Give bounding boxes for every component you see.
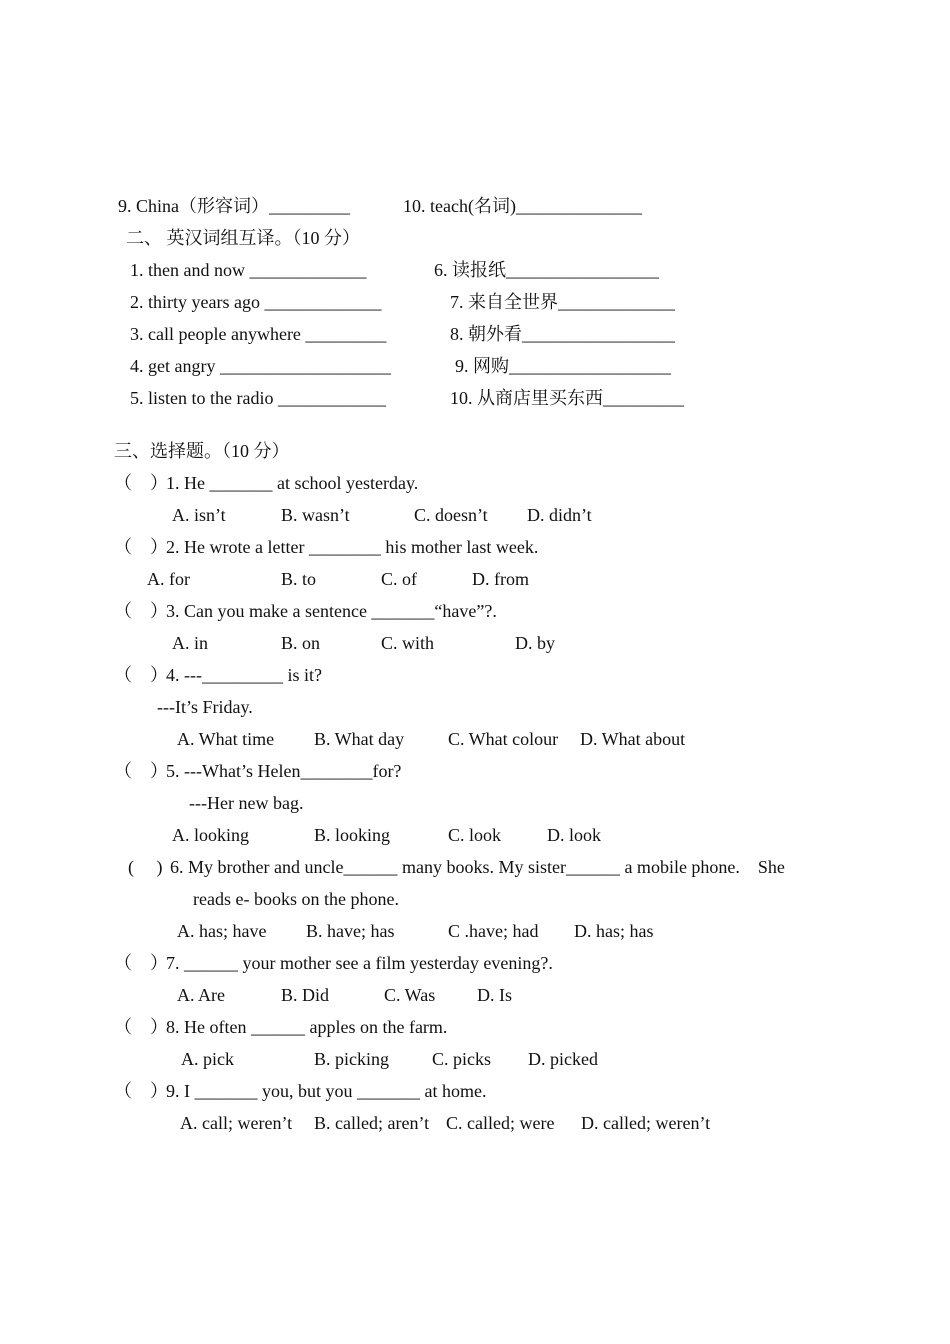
phrase-8: 8. 朝外看_________________	[450, 324, 675, 344]
q3-option-b: B. on	[281, 633, 321, 653]
q9-option-a: A. call; weren’t	[180, 1113, 293, 1133]
q5-option-b: B. looking	[314, 825, 391, 845]
answer-bracket: （ ）	[114, 1017, 168, 1037]
q3-option-c: C. with	[381, 633, 435, 653]
q6-option-d: D. has; has	[574, 921, 654, 941]
q6-option-b: B. have; has	[306, 921, 395, 941]
q1-option-d: D. didn’t	[527, 505, 592, 525]
question-3-stem: 3. Can you make a sentence _______“have”?.	[166, 601, 497, 621]
answer-bracket: （ ）	[114, 761, 168, 781]
q4-option-c: C. What colour	[448, 729, 559, 749]
question-5-stem: 5. ---What’s Helen________for?	[166, 761, 402, 781]
answer-bracket: （ ）	[114, 665, 168, 685]
answer-bracket: （ ）	[114, 537, 168, 557]
q4-option-b: B. What day	[314, 729, 405, 749]
q1-option-c: C. doesn’t	[414, 505, 488, 525]
q2-option-b: B. to	[281, 569, 317, 589]
q3-option-a: A. in	[172, 633, 208, 653]
question-4-reply: ---It’s Friday.	[157, 697, 253, 717]
question-7-stem: 7. ______ your mother see a film yesterday evening?.	[166, 953, 553, 973]
q6-option-a: A. has; have	[177, 921, 267, 941]
phrase-7: 7. 来自全世界_____________	[450, 292, 675, 312]
q4-option-a: A. What time	[177, 729, 275, 749]
answer-bracket: （ ）	[114, 473, 168, 493]
answer-bracket: ( )	[128, 857, 163, 877]
q7-option-a: A. Are	[177, 985, 225, 1005]
q2-option-a: A. for	[147, 569, 190, 589]
section-2-heading: 二、 英汉词组互译。（10 分）	[126, 228, 360, 248]
phrase-3: 3. call people anywhere _________	[130, 324, 387, 344]
q1-option-b: B. wasn’t	[281, 505, 350, 525]
question-8-stem: 8. He often ______ apples on the farm.	[166, 1017, 448, 1037]
q2-option-c: C. of	[381, 569, 417, 589]
q5-option-d: D. look	[547, 825, 601, 845]
vocab-q9: 9. China（形容词）_________	[118, 196, 350, 216]
q5-option-c: C. look	[448, 825, 502, 845]
q8-option-d: D. picked	[528, 1049, 598, 1069]
q3-option-d: D. by	[515, 633, 555, 653]
question-6-stem-continued: reads e- books on the phone.	[193, 889, 399, 909]
q7-option-b: B. Did	[281, 985, 330, 1005]
q4-option-d: D. What about	[580, 729, 686, 749]
phrase-5: 5. listen to the radio ____________	[130, 388, 386, 408]
question-9-stem: 9. I _______ you, but you _______ at home.	[166, 1081, 487, 1101]
section-3-heading: 三、选择题。（10 分）	[114, 441, 290, 461]
phrase-9: 9. 网购__________________	[455, 356, 671, 376]
phrase-6: 6. 读报纸_________________	[434, 260, 659, 280]
question-6-stem: 6. My brother and uncle______ many books. My sister______ a mobile phone. She	[170, 857, 785, 877]
question-1-stem: 1. He _______ at school yesterday.	[166, 473, 419, 493]
answer-bracket: （ ）	[114, 1081, 168, 1101]
q9-option-d: D. called; weren’t	[581, 1113, 711, 1133]
q7-option-c: C. Was	[384, 985, 436, 1005]
q5-option-a: A. looking	[172, 825, 250, 845]
q1-option-a: A. isn’t	[172, 505, 226, 525]
answer-bracket: （ ）	[114, 953, 168, 973]
vocab-q10: 10. teach(名词)______________	[403, 196, 642, 216]
question-5-reply: ---Her new bag.	[189, 793, 304, 813]
phrase-10: 10. 从商店里买东西_________	[450, 388, 684, 408]
question-4-stem: 4. ---_________ is it?	[166, 665, 322, 685]
q8-option-b: B. picking	[314, 1049, 389, 1069]
q2-option-d: D. from	[472, 569, 529, 589]
q9-option-c: C. called; were	[446, 1113, 555, 1133]
question-2-stem: 2. He wrote a letter ________ his mother last week.	[166, 537, 539, 557]
answer-bracket: （ ）	[114, 601, 168, 621]
phrase-2: 2. thirty years ago _____________	[130, 292, 382, 312]
q7-option-d: D. Is	[477, 985, 512, 1005]
q8-option-c: C. picks	[432, 1049, 492, 1069]
phrase-1: 1. then and now _____________	[130, 260, 367, 280]
q6-option-c: C .have; had	[448, 921, 539, 941]
phrase-4: 4. get angry ___________________	[130, 356, 391, 376]
q9-option-b: B. called; aren’t	[314, 1113, 430, 1133]
q8-option-a: A. pick	[181, 1049, 234, 1069]
